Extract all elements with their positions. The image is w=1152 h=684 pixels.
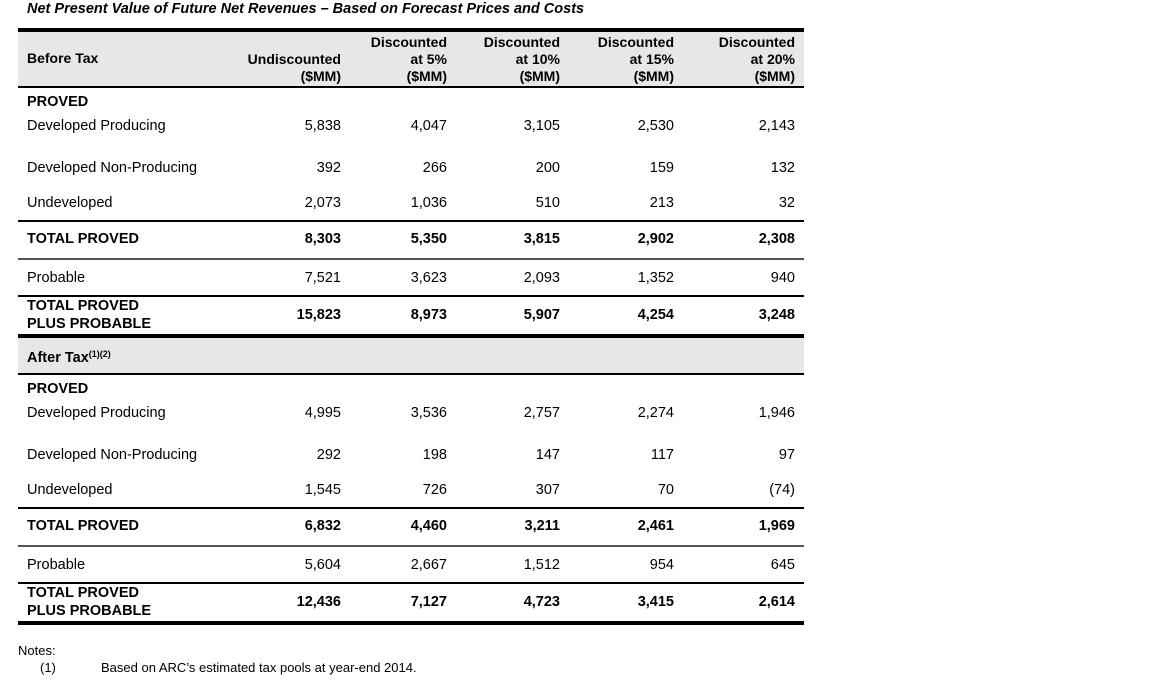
column-header-2-line-1: Discounted: [370, 34, 447, 50]
row-label: TOTAL PROVED: [27, 585, 139, 601]
cell-value: 6,832: [304, 518, 341, 534]
cell-value: 4,995: [304, 405, 341, 421]
cell-value: 213: [649, 195, 674, 211]
cell-value: 2,143: [758, 118, 795, 134]
cell-value: 159: [649, 160, 674, 176]
cell-value: 147: [535, 447, 560, 463]
cell-value: 4,047: [410, 118, 447, 134]
cell-value: 4,723: [523, 594, 560, 610]
column-header-3-line-2: at 10%: [515, 51, 560, 67]
cell-value: 97: [778, 447, 795, 463]
cell-value: 200: [535, 160, 560, 176]
cell-value: 5,350: [410, 231, 447, 247]
cell-value: 1,352: [637, 270, 674, 286]
header-before-tax: Before Tax: [27, 50, 99, 66]
row-label: PROVED: [27, 381, 89, 397]
proved-heading: [18, 88, 804, 112]
total-proved-row: [18, 507, 804, 545]
probable-row: [18, 545, 804, 582]
column-header-4-line-3: ($MM): [633, 68, 674, 84]
cell-value: 8,973: [410, 307, 447, 323]
total-proved-plus-probable-row: [18, 582, 804, 625]
cell-value: 2,093: [523, 270, 560, 286]
cell-value: 132: [770, 160, 795, 176]
row-label-line-2: PLUS PROBABLE: [27, 316, 152, 332]
cell-value: 3,211: [524, 518, 560, 534]
cell-value: 3,815: [523, 231, 560, 247]
row-label: Developed Producing: [27, 118, 166, 134]
cell-value: 2,308: [758, 231, 795, 247]
cell-value: 307: [535, 482, 560, 498]
row-label: TOTAL PROVED: [27, 518, 139, 534]
cell-value: 70: [657, 482, 674, 498]
cell-value: 32: [778, 195, 795, 211]
cell-value: 5,907: [523, 307, 560, 323]
cell-value: 5,604: [304, 557, 341, 573]
cell-value: 2,274: [637, 405, 674, 421]
cell-value: 1,036: [410, 195, 447, 211]
data-row: [18, 473, 804, 507]
total-proved-plus-probable-row: [18, 295, 804, 338]
notes-heading: Notes:: [18, 643, 56, 658]
after-tax-heading: [18, 338, 804, 375]
table-title: Net Present Value of Future Net Revenues – Based on Forecast Prices and Costs: [27, 1, 585, 17]
row-label: Developed Non-Producing: [27, 447, 198, 463]
cell-value: 2,530: [637, 118, 674, 134]
row-label: TOTAL PROVED: [27, 298, 139, 314]
cell-value: 1,545: [304, 482, 341, 498]
row-label: Undeveloped: [27, 195, 113, 211]
cell-value: 3,623: [410, 270, 447, 286]
row-label: Developed Producing: [27, 405, 166, 421]
note-number: (1): [40, 660, 56, 675]
cell-value: 117: [650, 447, 674, 463]
cell-value: 1,512: [523, 557, 560, 573]
row-label: Undeveloped: [27, 482, 113, 498]
data-row: [18, 149, 804, 186]
table-header: [18, 32, 804, 88]
notes: [18, 642, 417, 675]
column-header-1-line-2: ($MM): [300, 68, 341, 84]
column-header-5-line-2: at 20%: [750, 51, 795, 67]
cell-value: 2,614: [758, 594, 795, 610]
column-header-2-line-2: at 5%: [410, 51, 447, 67]
cell-value: 3,536: [410, 405, 447, 421]
cell-value: 645: [770, 557, 795, 573]
cell-value: 2,667: [410, 557, 447, 573]
cell-value: 2,757: [523, 405, 560, 421]
cell-value: 510: [535, 195, 560, 211]
cell-value: 954: [649, 557, 674, 573]
column-header-2-line-3: ($MM): [406, 68, 447, 84]
cell-value: 940: [770, 270, 795, 286]
cell-value: (74): [769, 482, 795, 498]
probable-row: [18, 258, 804, 295]
cell-value: 12,436: [296, 594, 341, 610]
cell-value: 726: [422, 482, 447, 498]
cell-value: 3,415: [637, 594, 674, 610]
cell-value: 15,823: [296, 307, 341, 323]
cell-value: 292: [316, 447, 341, 463]
column-header-5-line-1: Discounted: [718, 34, 795, 50]
column-header-1-line-1: Undiscounted: [247, 51, 341, 67]
cell-value: 7,521: [304, 270, 341, 286]
cell-value: 3,105: [523, 118, 560, 134]
cell-value: 1,969: [758, 518, 795, 534]
cell-value: 4,254: [637, 307, 674, 323]
row-label-line-2: PLUS PROBABLE: [27, 603, 152, 619]
row-label: After Tax$^{(1)(2)}$: [27, 349, 111, 366]
row-label: Developed Non-Producing: [27, 160, 198, 176]
proved-heading: [18, 375, 804, 399]
row-label: Probable: [27, 557, 86, 573]
cell-value: 1,946: [758, 405, 795, 421]
row-label: TOTAL PROVED: [27, 231, 139, 247]
row-label: PROVED: [27, 94, 89, 110]
npv-table: [18, 28, 804, 625]
cell-value: 7,127: [410, 594, 447, 610]
note-text: Based on ARC’s estimated tax pools at year-end 2014.: [101, 660, 417, 675]
cell-value: 266: [422, 160, 447, 176]
data-row: [18, 112, 804, 149]
footnote-ref: (1)(2): [88, 349, 111, 359]
cell-value: 2,461: [637, 518, 674, 534]
column-header-3-line-1: Discounted: [483, 34, 560, 50]
cell-value: 4,460: [410, 518, 447, 534]
cell-value: 5,838: [304, 118, 341, 134]
total-proved-row: [18, 220, 804, 258]
cell-value: 198: [422, 447, 447, 463]
data-row: [18, 436, 804, 473]
cell-value: 2,902: [637, 231, 674, 247]
data-row: [18, 399, 804, 436]
column-header-4-line-1: Discounted: [597, 34, 674, 50]
column-header-4-line-2: at 15%: [629, 51, 674, 67]
column-header-3-line-3: ($MM): [519, 68, 560, 84]
column-header-5-line-3: ($MM): [754, 68, 795, 84]
cell-value: 3,248: [758, 307, 795, 323]
data-row: [18, 186, 804, 220]
row-label: Probable: [27, 270, 86, 286]
cell-value: 392: [316, 160, 341, 176]
cell-value: 2,073: [304, 195, 341, 211]
cell-value: 8,303: [304, 231, 341, 247]
